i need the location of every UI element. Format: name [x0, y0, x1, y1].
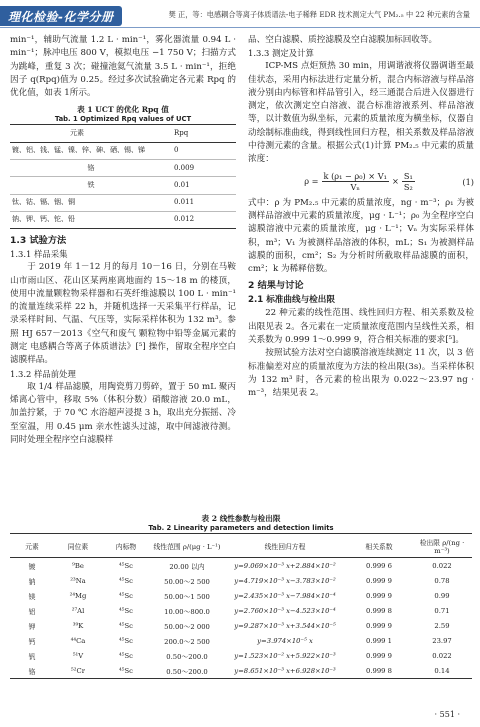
paragraph: 于 2019 年 1－12 月的每月 10－16 日，分别在马鞍山市雨山区、花山区某两座离地面约 15～18 m 的楼顶，使用中流量颗粒物采样器和石英纤维滤膜以 100 L · min⁻¹ 的流量连续采样 22 h，并随机选择一天采集平行样品，记录采样时间、气温、气压等，实际采样体积为 132 m³。参照 HJ 657－2013《空气和废气 颗粒物中铅等金属元素的测定 电感耦合等离子体质谱法》[⁵] 操作，留取全程序空白滤膜样品。	[10, 262, 236, 366]
table-header: 内标物	[115, 542, 137, 551]
paragraph: min⁻¹，辅助气流量 1.2 L · min⁻¹，雾化器流量 0.94 L · min⁻¹；脉冲电压 800 V，模拟电压 −1 750 V；扫描方式为跳峰，重复 3 次；碰撞池氦气流量 3.5 L · min⁻¹，拒绝因子 q(Rpq)值为 0.25。经过多次试验确定各元素 Rpq 的优化值，如表 1所示。	[10, 35, 236, 99]
table-header: 元素	[25, 542, 39, 551]
table-row: 镁 ²⁴Mg ⁴⁵Sc 50.00～1 500 y=2.435×10⁻³ x−7.984×10⁻⁴ 0.999 9 0.99	[28, 591, 450, 601]
table-row: 钙 ⁴⁴Ca ⁴⁵Sc 200.0～2 500 y=3.974×10⁻⁵ x 0.999 1 23.97	[28, 636, 452, 646]
table-header: 同位素	[67, 542, 89, 551]
paragraph: 品、空白滤膜、质控滤膜及空白滤膜加标回收等。	[248, 35, 438, 45]
table-row: 钠、钾、钙、铊、铅 0.012	[10, 211, 236, 228]
table2-grid	[10, 533, 472, 679]
subsection-heading: 1.3.2 样品前处理	[10, 368, 76, 379]
table-header: 检出限 ρ/(ng · m⁻³)	[419, 538, 465, 555]
table-row: 钾 ³⁹K ⁴⁵Sc 50.00～2 000 y=9.287×10⁻³ x+3.544×10⁻⁵ 0.999 9 2.59	[28, 621, 450, 631]
table-row: 镀、铝、钱、锰、镍、锌、砷、硒、锡、锑 0	[10, 142, 236, 159]
table2-caption-en: Tab. 2 Linearity parameters and detection limits	[148, 524, 334, 532]
table1-caption: 表 1 UCT 的优化 Rpq 值	[77, 105, 169, 115]
subsection-heading: 1.3.1 样品采集	[10, 249, 68, 260]
table2-caption: 表 2 线性参数与检出限	[201, 514, 281, 523]
fraction: $\frac{\text{S₁}}{\text{S₂}}$	[403, 171, 413, 193]
equation-number: (1)	[462, 176, 474, 187]
left-column	[10, 34, 236, 447]
table-header: 线性范围 ρ/(μg · L⁻¹)	[153, 542, 221, 551]
subsection-heading: 1.3.3 测定及计算	[248, 48, 314, 59]
table1-caption-en: Tab. 1 Optimized Rpq values of UCT	[54, 115, 192, 124]
table-row: 铝 ²⁷Al ⁴⁵Sc 10.00～800.0 y=2.760×10⁻³ x−4.523×10⁻⁴ 0.999 8 0.71	[28, 606, 450, 616]
right-column	[248, 34, 474, 401]
paragraph: 式中：ρ 为 PM₂.₅ 中元素的质量浓度，ng · m⁻³；ρ₁ 为被测样品溶液中元素的质量浓度，μg · L⁻¹；ρ₀ 为全程序空白滤膜溶液中元素的质量浓度，μg · L⁻¹；Vₙ 为实际采样体积，m³；V₁ 为被测样品溶液的体积，mL；S₁ 为被测样品滤膜的面积，cm²；S₂ 为分析时所截取样品滤膜的面积，cm²；k 为稀释倍数。	[248, 197, 474, 275]
paragraph: 取 1/4 样品滤膜，用陶瓷剪刀剪碎，置于 50 mL 聚丙烯离心管中，移取 5%（体积分数）硝酸溶液 20.0 mL，加盖拧紧，于 70 ℃ 水浴超声浸提 3 h，取出充分振摇、冷至室温，用 0.45 μm 亲水性滤头过滤，取中间滤液待测。同时处理全程序空白滤膜样	[10, 381, 236, 445]
fraction: $\frac{\text{k (ρ₁ − ρ₀) × V₁}}{\text{Vₙ}}$	[323, 171, 387, 193]
running-header	[0, 0, 480, 26]
header-rule	[0, 27, 480, 28]
page-number: · 551 ·	[434, 710, 460, 719]
equation-lhs: ρ =	[304, 176, 319, 187]
subsection-heading: 2.1 标准曲线与检出限	[248, 295, 335, 306]
running-title: 樊 正，等：电感耦合等离子体质谱法-电子稀释 EDR 技术测定大气 PM₂.₅ 中 22 种元素的含量	[168, 10, 470, 19]
equation-operator: ×	[391, 176, 399, 187]
table-header: 元素	[70, 128, 84, 137]
paragraph: 22 种元素的线性范围、线性回归方程、相关系数及检出限见表 2。各元素在一定质量浓度范围内呈线性关系，相关系数为 0.999 1～0.999 9，符合相关标准的要求[⁵]。	[248, 308, 474, 346]
table-row: 钠 ²³Na ⁴⁵Sc 50.00～2 500 y=4.719×10⁻³ x−3.783×10⁻² 0.999 9 0.78	[28, 576, 450, 586]
table-header: Rpq	[174, 128, 189, 137]
table-row: 铁 0.01	[10, 177, 236, 194]
table-row: 铬 ⁵²Cr ⁴⁵Sc 0.50～200.0 y=8.651×10⁻³ x+6.928×10⁻³ 0.999 8 0.14	[10, 663, 472, 679]
table-row: 铬 0.009	[10, 160, 236, 177]
table1	[10, 105, 236, 229]
paragraph: ICP-MS 点炬预热 30 min，用调谐液将仪器调谐至最佳状态，采用内标法进行定量分析，混合内标溶液与样品溶液分别由内标管和样品管引入，经三通混合后进入仪器进行测定，依次测定空白溶液、混合标准溶液系列、样品溶液等，以计数值为纵坐标，元素的质量浓度为横坐标，仪器自动绘制标准曲线，得到线性回归方程，相关系数及样品溶液中待测元素的含量。根据公式(1)计算 PM₂.₅ 中元素的质量浓度：	[248, 61, 474, 165]
section-heading: 1.3 试验方法	[10, 235, 67, 247]
table2	[10, 514, 472, 679]
equation	[248, 167, 474, 197]
table1-grid	[10, 124, 236, 229]
table-header: 线性回归方程	[264, 542, 306, 551]
section-heading: 2 结果与讨论	[248, 280, 304, 292]
table-row: 镀 ⁹Be ⁴⁵Sc 20.00 以内 y=9.069×10⁻³ x+2.884×10⁻² 0.999 6 0.022	[28, 561, 452, 571]
paragraph: 按照试验方法对空白滤膜溶液连续测定 11 次，以 3 倍标准偏差对应的质量浓度为方法的检出限(3s)。当采样体积为 132 m³ 时，各元素的检出限为 0.022～23.97 ng · m⁻³，结果见表 2。	[248, 348, 474, 399]
table-row: 钛、钴、镉、铟、铜 0.011	[10, 194, 236, 211]
table-header: 相关系数	[365, 542, 393, 551]
journal-name: 理化检验-化学分册	[8, 10, 114, 24]
table-row: 钒 ⁵¹V ⁴⁵Sc 0.50～200.0 y=1.523×10⁻² x+5.922×10⁻³ 0.999 9 0.022	[28, 651, 452, 661]
